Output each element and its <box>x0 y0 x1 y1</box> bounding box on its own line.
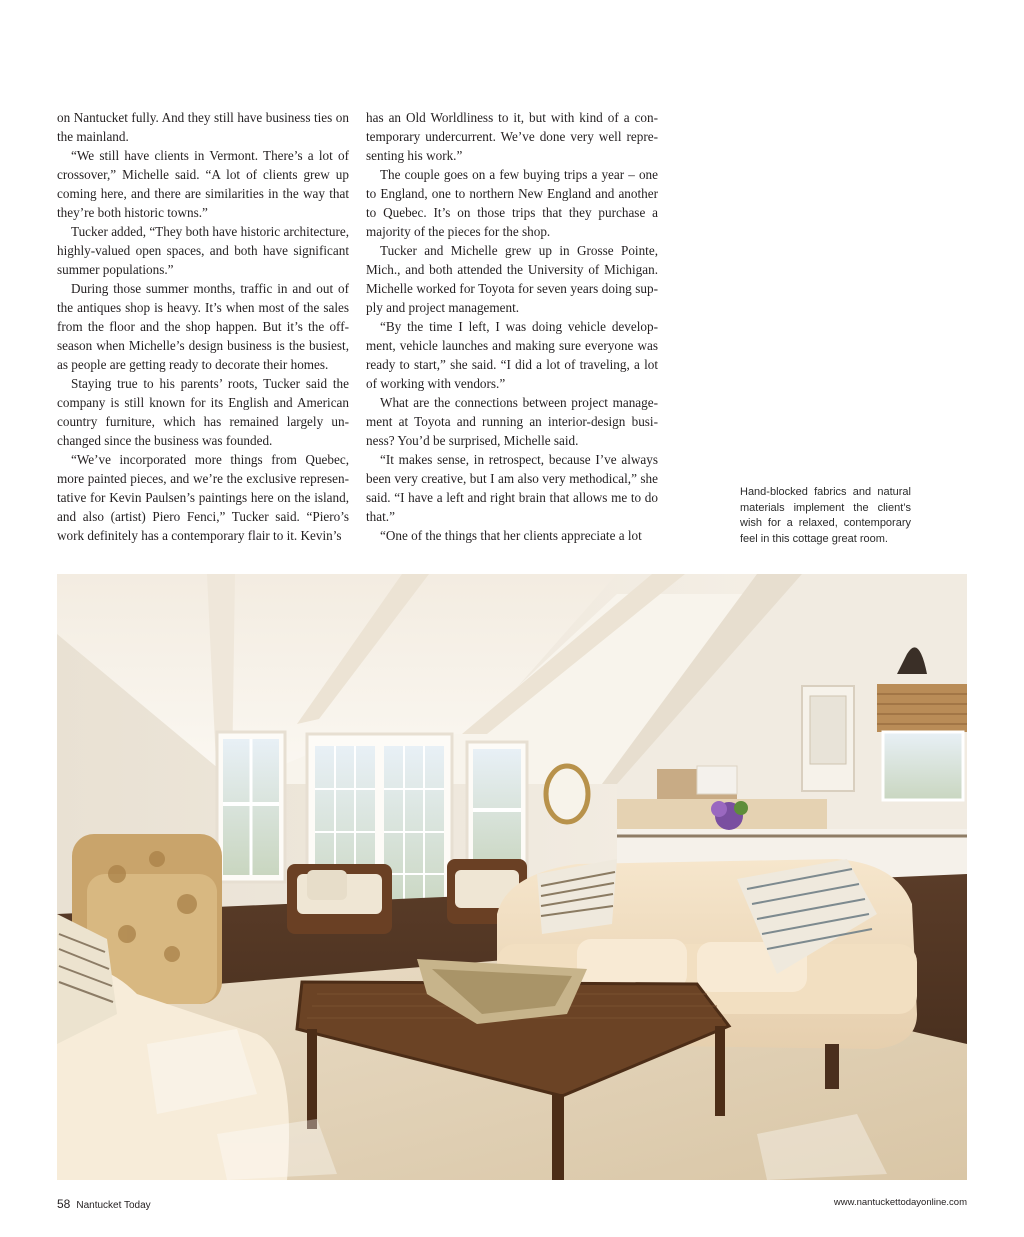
paragraph: “One of the things that her clients appreciate a lot <box>380 528 642 543</box>
article-column-left <box>57 108 349 545</box>
living-room-photo <box>57 574 967 1180</box>
page-number: 58 <box>57 1197 71 1211</box>
paragraph: “It makes sense, in retrospect, because I’ve always been very creative, but I am also very methodical,” she said. “I have a left and right brain that allows me to do that.” <box>366 452 658 524</box>
photo-caption: Hand-blocked fabrics and natural materials implement the client’s wish for a relaxed, contemporary feel in this cottage great room. <box>740 486 911 545</box>
footer-website: www.nantuckettodayonline.com <box>833 1197 967 1208</box>
paragraph: “We’ve incorporated more things from Quebec, more painted pieces, and we’re the exclusive representative for Kevin Paulsen’s paintings here on the island, and also (artist) Piero Fenci,” Tucker said. “Piero’s work definitely has a contemporary flair to it. Kevin’s <box>57 452 349 543</box>
paragraph: The couple goes on a few buying trips a year – one to England, one to northern New England and another to Quebec. It’s on those trips that they purchase a majority of the pieces for the shop. <box>366 167 658 239</box>
paragraph: Tucker added, “They both have historic architecture, highly-valued open spaces, and both have significant summer populations.” <box>57 224 349 277</box>
paragraph: on Nantucket fully. And they still have business ties on the mainland. <box>57 110 349 144</box>
article-column-middle <box>366 108 658 545</box>
paragraph: has an Old Worldliness to it, but with kind of a contemporary undercurrent. We’ve done very well representing his work.” <box>366 110 658 163</box>
footer-folio <box>57 1197 151 1211</box>
paragraph: Tucker and Michelle grew up in Grosse Pointe, Mich., and both attended the University of Michigan. Michelle worked for Toyota for seven years doing supply and project management. <box>366 243 658 315</box>
paragraph: What are the connections between project management at Toyota and running an interior-design business? You’d be surprised, Michelle said. <box>366 395 658 448</box>
paragraph: “We still have clients in Vermont. There’s a lot of crossover,” Michelle said. “A lot of clients grew up coming here, and there are similarities in the way that they’re both historic towns.” <box>57 148 349 220</box>
paragraph: “By the time I left, I was doing vehicle development, vehicle launches and making sure everyone was ready to start,” she said. “I did a lot of traveling, a lot of working with vendors.” <box>366 319 658 391</box>
publication-name: Nantucket Today <box>76 1200 151 1211</box>
paragraph: Staying true to his parents’ roots, Tucker said the company is still known for its English and American country furniture, which has remained largely unchanged since the business was founded. <box>57 376 349 448</box>
paragraph: During those summer months, traffic in and out of the antiques shop is heavy. It’s when most of the sales from the floor and the shop happen. But it’s the off-season when Michelle’s design business is the busiest, as people are getting ready to decorate their homes. <box>57 281 349 372</box>
